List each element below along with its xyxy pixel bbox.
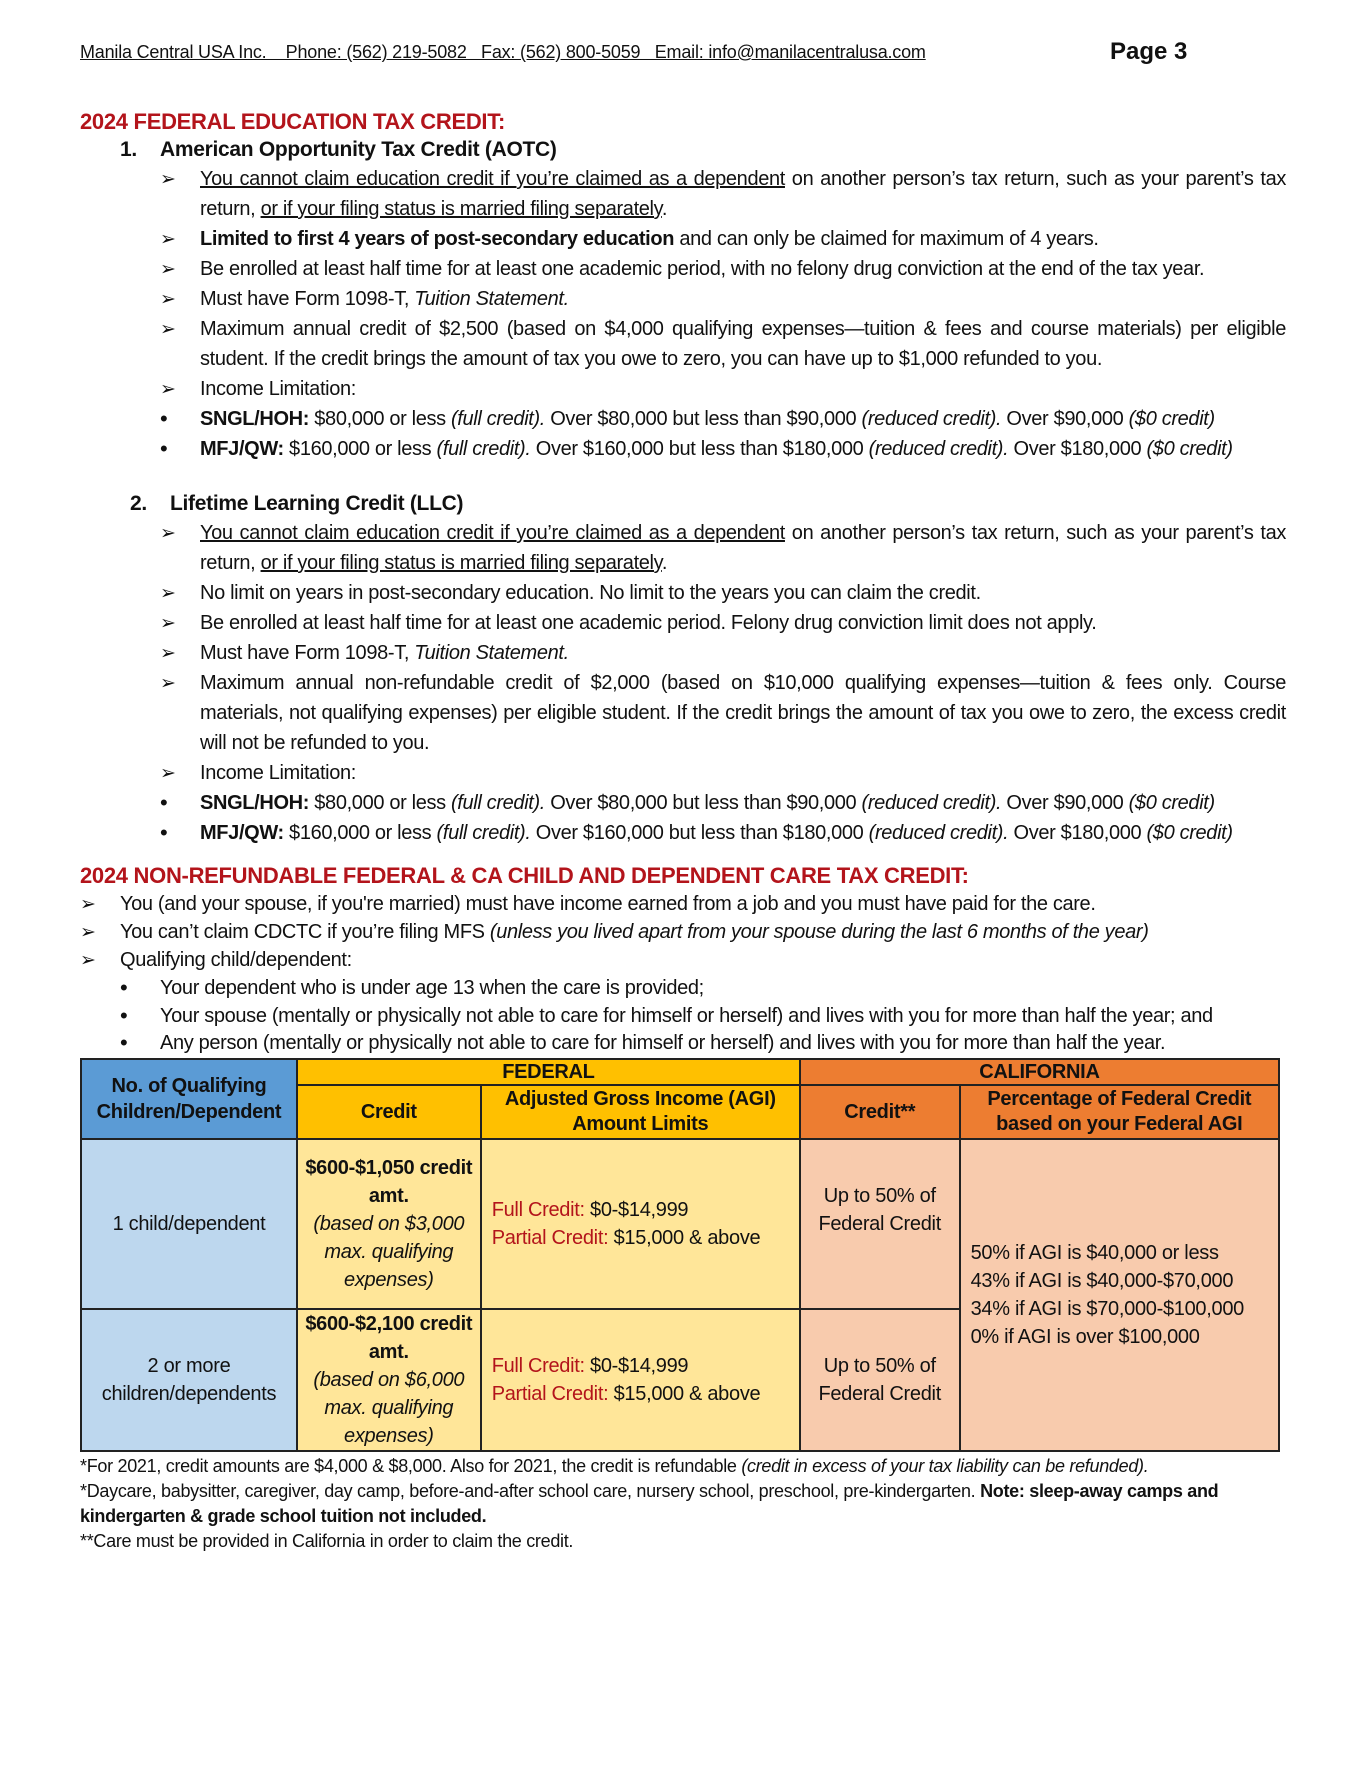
education-section-title: 2024 FEDERAL EDUCATION TAX CREDIT: bbox=[80, 109, 505, 134]
row-fed-credit: $600-$1,050 credit amt. (based on $3,000 max. qualifying expenses) bbox=[297, 1139, 481, 1309]
header-children: No. of Qualifying Children/Dependent bbox=[81, 1059, 297, 1139]
main-content bbox=[80, 108, 1286, 1554]
list-item: ➢ You can’t claim CDCTC if you’re filing MFS (unless you lived apart from your spouse during the last 6 months of the year) bbox=[80, 918, 1286, 946]
pct-line: 34% if AGI is $70,000-$100,000 bbox=[970, 1298, 1244, 1320]
contact-line: Manila Central USA Inc. Phone: (562) 219-5082 Fax: (562) 800-5059 Email: info@manilacentralusa.com bbox=[80, 42, 926, 62]
aotc-heading: 1. American Opportunity Tax Credit (AOTC) bbox=[120, 138, 557, 161]
footnote-2021: *For 2021, credit amounts are $4,000 & $8,000. Also for 2021, the credit is refundable (credit in excess of your tax liability can be refunded). bbox=[80, 1456, 1149, 1476]
list-item: ➢ Must have Form 1098-T, Tuition Statement. bbox=[80, 638, 1286, 668]
page-header bbox=[80, 38, 1200, 68]
list-item: ➢ You cannot claim education credit if you’re claimed as a dependent on another person’s tax return, such as your parent’s tax return, or if your filing status is married filing separately. bbox=[80, 518, 1286, 578]
header-ca-credit: Credit** bbox=[800, 1085, 960, 1139]
aotc-list bbox=[80, 164, 1286, 404]
list-item: ➢ Income Limitation: bbox=[80, 758, 1286, 788]
header-fed-credit: Credit bbox=[297, 1085, 481, 1139]
row-fed-credit: $600-$2,100 credit amt. (based on $6,000 max. qualifying expenses) bbox=[297, 1309, 481, 1451]
list-item: ➢ Be enrolled at least half time for at least one academic period, with no felony drug conviction at the end of the tax year. bbox=[80, 254, 1286, 284]
list-item: ➢ Must have Form 1098-T, Tuition Statement. bbox=[80, 284, 1286, 314]
list-item: ➢ Maximum annual credit of $2,500 (based on $4,000 qualifying expenses—tuition & fees and course materials) per eligible student. If the credit brings the amount of tax you owe to zero, you can have up to $1,000 refunded to you. bbox=[80, 314, 1286, 374]
row-ca-credit: Up to 50% of Federal Credit bbox=[800, 1309, 960, 1451]
list-item: ➢ Income Limitation: bbox=[80, 374, 1286, 404]
header-pct: Percentage of Federal Credit based on your Federal AGI bbox=[960, 1085, 1279, 1139]
page-number: Page 3 bbox=[1110, 38, 1188, 65]
list-item: • SNGL/HOH: $80,000 or less (full credit). Over $80,000 but less than $90,000 (reduced credit). Over $90,000 ($0 credit) bbox=[80, 404, 1286, 434]
footnote-care-types: *Daycare, babysitter, caregiver, day camp, before-and-after school care, nursery school, preschool, pre-kindergarten. Note: sleep-away camps and kindergarten & grade school tuition not included. bbox=[80, 1481, 1219, 1526]
row-children: 2 or more children/dependents bbox=[81, 1309, 297, 1451]
pct-line: 43% if AGI is $40,000-$70,000 bbox=[970, 1270, 1234, 1292]
list-item: • Your spouse (mentally or physically not able to care for himself or herself) and lives with you for more than half the year; and bbox=[80, 1002, 1286, 1030]
list-item: ➢ You (and your spouse, if you're married) must have income earned from a job and you must have paid for the care. bbox=[80, 890, 1286, 918]
list-item: ➢ Limited to first 4 years of post-secondary education and can only be claimed for maximum of 4 years. bbox=[80, 224, 1286, 254]
pct-line: 0% if AGI is over $100,000 bbox=[970, 1326, 1200, 1348]
care-credit-table bbox=[80, 1058, 1280, 1452]
header-federal: FEDERAL bbox=[297, 1059, 800, 1085]
footnote-california: **Care must be provided in California in order to claim the credit. bbox=[80, 1531, 574, 1551]
llc-list bbox=[80, 518, 1286, 788]
list-item: ➢ Be enrolled at least half time for at least one academic period. Felony drug conviction limit does not apply. bbox=[80, 608, 1286, 638]
list-item: • SNGL/HOH: $80,000 or less (full credit). Over $80,000 but less than $90,000 (reduced credit). Over $90,000 ($0 credit) bbox=[80, 788, 1286, 818]
llc-income-list bbox=[80, 788, 1286, 848]
list-item: ➢ No limit on years in post-secondary education. No limit to the years you can claim the credit. bbox=[80, 578, 1286, 608]
care-section-title: 2024 NON-REFUNDABLE FEDERAL & CA CHILD AND DEPENDENT CARE TAX CREDIT: bbox=[80, 863, 969, 888]
header-agi: Adjusted Gross Income (AGI) Amount Limits bbox=[481, 1085, 800, 1139]
row-agi: Full Credit: $0-$14,999 Partial Credit: $15,000 & above bbox=[481, 1309, 800, 1451]
header-california: CALIFORNIA bbox=[800, 1059, 1279, 1085]
table-row bbox=[81, 1139, 1279, 1309]
llc-heading: 2. Lifetime Learning Credit (LLC) bbox=[130, 492, 464, 515]
list-item: • MFJ/QW: $160,000 or less (full credit). Over $160,000 but less than $180,000 (reduced credit). Over $180,000 ($0 credit) bbox=[80, 818, 1286, 848]
row-agi: Full Credit: $0-$14,999 Partial Credit: $15,000 & above bbox=[481, 1139, 800, 1309]
list-item: • MFJ/QW: $160,000 or less (full credit). Over $160,000 but less than $180,000 (reduced credit). Over $180,000 ($0 credit) bbox=[80, 434, 1286, 464]
pct-line: 50% if AGI is $40,000 or less bbox=[970, 1242, 1219, 1264]
list-item: ➢ Maximum annual non-refundable credit of $2,000 (based on $10,000 qualifying expenses—tuition & fees only. Course materials, not qualifying expenses) per eligible student. If the credit brings the amount of tax you owe to zero, the excess credit will not be refunded to you. bbox=[80, 668, 1286, 758]
qualifying-list bbox=[80, 974, 1286, 1056]
row-ca-credit: Up to 50% of Federal Credit bbox=[800, 1139, 960, 1309]
list-item: ➢ You cannot claim education credit if you’re claimed as a dependent on another person’s tax return, such as your parent’s tax return, or if your filing status is married filing separately. bbox=[80, 164, 1286, 224]
aotc-income-list bbox=[80, 404, 1286, 464]
row-children: 1 child/dependent bbox=[81, 1139, 297, 1309]
pct-cell bbox=[960, 1139, 1279, 1451]
care-list bbox=[80, 890, 1286, 974]
list-item: ➢ Qualifying child/dependent: bbox=[80, 946, 1286, 974]
list-item: • Any person (mentally or physically not able to care for himself or herself) and lives with you for more than half the year. bbox=[80, 1030, 1286, 1056]
list-item: • Your dependent who is under age 13 when the care is provided; bbox=[80, 974, 1286, 1002]
